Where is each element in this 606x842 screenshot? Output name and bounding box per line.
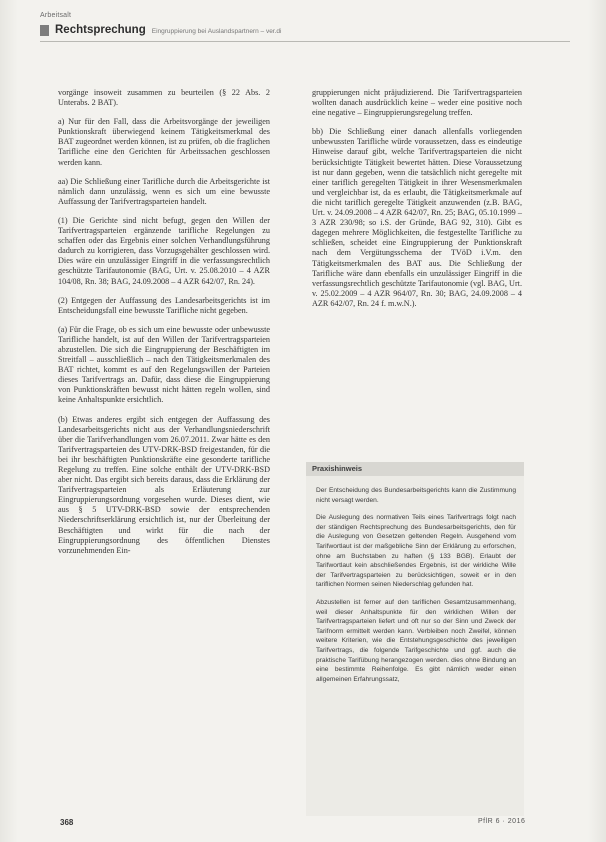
header-subtitle: Eingruppierung bei Auslandspartnern – ver.di xyxy=(151,28,282,35)
paragraph: (b) Etwas anderes ergibt sich entgegen der Auffassung des Landesarbeitsgerichts nicht aus der Verhandlungsniederschrift über die Tarifverhandlungen vom 26.07.2011. Zwar hätte es den Tarifvertragsparteien des UTV-DRK-BSD freigestanden, für die bei ihr beschäftigten Punktionskräfte eine gesonderte tarifliche Regelung zu treffen. Eine solche enthält der UTV-DRK-BSD aber nicht. Das ergibt sich bereits daraus, dass die Erklärung der Tarifvertragsparteien als Erläuterung zur Eingruppierungsordnung vorgesehen wurde. Dieses dient, wie aus § 5 UTV-DRK-BSD sowie der entsprechenden Niederschriftserklärung ersichtlich ist, nur der Überleitung der Beschäftigten und wirkt für die nach der Eingruppierungsordnung des öffentlichen Dienstes vorzunehmenden Ein- xyxy=(58,414,270,555)
box-paragraph: Der Entscheidung des Bundesarbeitsgerichts kann die Zustimmung nicht versagt werden. xyxy=(316,487,516,504)
practice-box xyxy=(306,476,524,816)
box-paragraph: Die Auslegung des normativen Teils eines Tarifvertrags folgt nach der ständigen Rechtsprechung des Bundesarbeitsgerichts, den für die Auslegung von Gesetzen geltenden Regeln. Ausgehend vom Tarifwortlaut ist der maßgebliche Sinn der Erklärung zu erforschen, ohne am Buchstaben zu haften (§ 133 BGB). Erlaubt der Tarifwortlaut kein abschließendes Ergebnis, ist der wirkliche Wille der Tarifvertragsparteien zu berücksichtigen, soweit er in den tariflichen Normen seinen Niederschlag gefunden hat. xyxy=(316,514,516,589)
box-paragraph: Abzustellen ist ferner auf den tariflichen Gesamtzusammenhang, weil dieser Anhaltspunkte für den wirklichen Willen der Tarifvertragsparteien liefert und oft nur so der Sinn und Zweck der Tarifnorm ermittelt werden kann. Verbleiben noch Zweifel, können weitere Kriterien, wie die Entstehungsgeschichte des jeweiligen Tarifvertrags, die folgende Tarifgeschichte und ggf. auch die praktische Tarifübung herangezogen werden. dies ohne Bindung an eine bestimmte Reihenfolge. Es gibt nämlich weder einen allgemeinen Erfahrungssatz, xyxy=(316,598,516,683)
running-header xyxy=(40,24,281,36)
paragraph: (1) Die Gerichte sind nicht befugt, gegen den Willen der Tarifvertragsparteien ergänzende tarifliche Regelungen zu schaffen oder das Ergebnis einer solchen Verhandlungsführung dadurch zu korrigieren, dass Vorzugsgehälter geschlossen wird. Dies wäre ein unzulässiger Eingriff in die verfassungsrechtlich geschützte Tarifautonomie (BAG, Urt. v. 25.08.2010 – 4 AZR 104/08, Rn. 38; BAG, 24.09.2008 – 4 AZR 642/07, Rn. 24). xyxy=(58,215,270,286)
journal-issue: PflR 6 · 2016 xyxy=(478,818,526,825)
paragraph: bb) Die Schließung einer danach allenfalls vorliegenden unbewussten Tarifliche würde voraussetzen, dass es eindeutige Hinweise darauf gibt, welche Tarifvertragsparteien die nicht berücksichtigte Tätigkeit bewertet hätten. Diese Voraussetzung ist nur dann gegeben, wenn die tatsächlich nicht geregelte mit einer tariflich geregelten Tätigkeit in ihrer Wesensmerkmalen und vergleichbar ist, da es erlaubt, die Tätigkeitsmerkmale auf die nicht tariflich geregelte Tätigkeit anzuwenden (z.B. BAG, Urt. v. 24.09.2008 – 4 AZR 642/07, Rn. 25; BAG, 05.10.1999 – 3 AZR 230/98; so i.S. der Gründe, BAG 92, 310). Gibt es dagegen mehrere Möglichkeiten, die festgestellte Tarifliche zu schließen, scheidet eine Eingruppierung der Punktionskraft nach dem Vergütungsschema der TVöD i.V.m. den Tätigkeitsmerkmalen des BAT aus. Die Schließung der Tarifliche wäre dann ebenfalls ein unzulässiger Eingriff in die verfassungsrechtlich geschützte Tarifautonomie (vgl. BAG, Urt. v. 25.02.2009 – 4 AZR 964/07, Rn. 30; BAG, 24.09.2008 – 4 AZR 642/07, Rn. 24 f. m.w.N.). xyxy=(312,127,522,308)
paragraph: aa) Die Schließung einer Tarifliche durch die Arbeitsgerichte ist nämlich dann unzulässig, wenn es sich um eine bewusste Auffassung der Tarifvertragsparteien handelt. xyxy=(58,176,270,206)
section-label: Arbeitsalt xyxy=(40,12,72,19)
left-column xyxy=(58,88,270,565)
header-square-icon xyxy=(40,25,49,36)
page-number: 368 xyxy=(60,818,74,827)
practice-box-title: Praxishinweis xyxy=(306,462,524,476)
right-column xyxy=(312,88,522,318)
header-title: Rechtsprechung xyxy=(55,24,146,36)
paragraph: vorgänge insoweit zusammen zu beurteilen (§ 22 Abs. 2 Unterabs. 2 BAT). xyxy=(58,88,270,108)
paragraph: gruppierungen nicht präjudizierend. Die Tarifvertragsparteien wollten danach ausdrücklich keine – weder eine positive noch eine negative – Eingruppierungsregelung treffen. xyxy=(312,88,522,118)
paragraph: (2) Entgegen der Auffassung des Landesarbeitsgerichts ist im Entscheidungsfall eine bewusste Tarifliche nicht gegeben. xyxy=(58,295,270,315)
paragraph: a) Nur für den Fall, dass die Arbeitsvorgänge der jeweiligen Punktionskraft überwiegend keinem Tätigkeitsmerkmal des BAT zugeordnet werden können, ist zu prüfen, ob die fraglichen Tarifliche eine den Gerichten für Arbeitssachen geschlossen werden kann. xyxy=(58,117,270,167)
paragraph: (a) Für die Frage, ob es sich um eine bewusste oder unbewusste Tarifliche handelt, ist auf den Willen der Tarifvertragsparteien abzustellen. Die sich die Eingruppierung der Beschäftigten im Streitfall – ausschließlich – nach den Tätigkeitsmerkmalen des BAT richtet, kommt es auf den Regelungswillen der Parteien dieses Tarifvertrags an. Dafür, dass diese die Eingruppierung von Punktionskräften bewusst nicht hätten regeln wollen, sind keine Anhaltspunkte ersichtlich. xyxy=(58,324,270,405)
header-divider xyxy=(40,41,570,42)
